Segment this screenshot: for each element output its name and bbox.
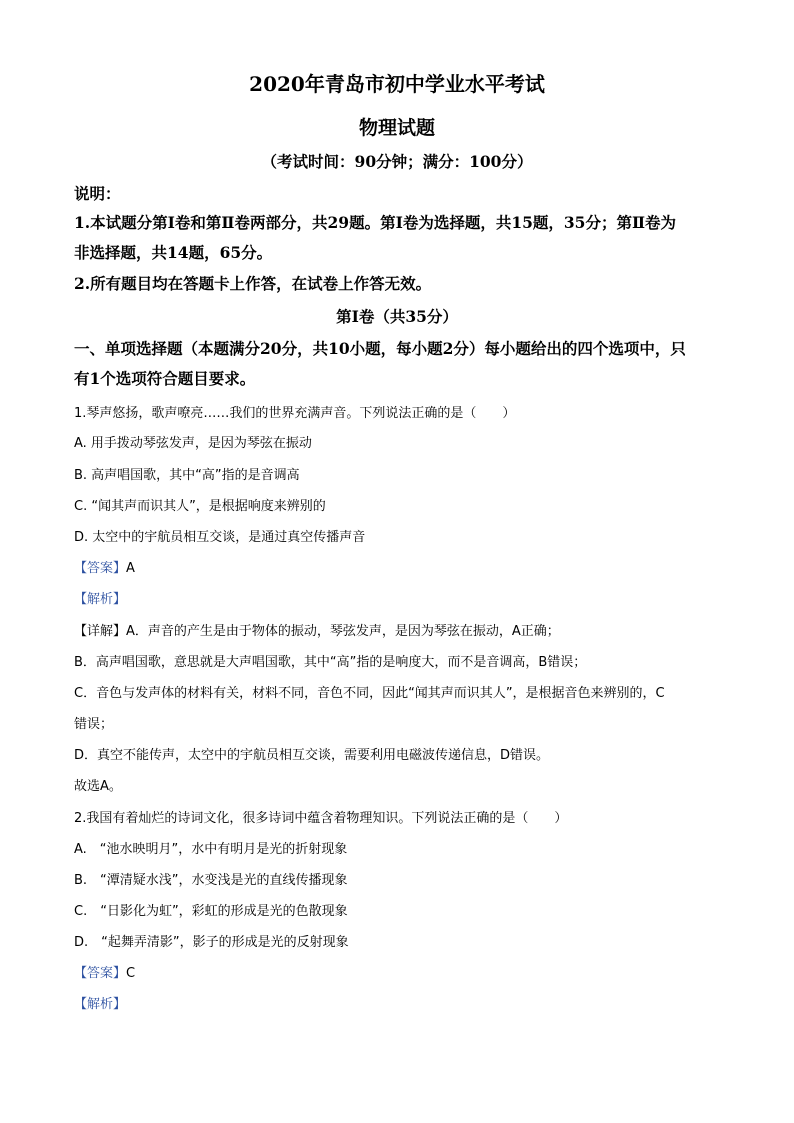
q2-answer-value: C	[126, 966, 136, 981]
section-heading-line-2: 有1个选项符合题目要求。	[74, 369, 256, 388]
subject-title: 物理试题	[358, 117, 435, 139]
q2-option-b: B. “潭清疑水浅”，水变浅是光的直线传播现象	[74, 873, 348, 888]
notes-item-2: 2.所有题目均在答题卡上作答，在试卷上作答无效。	[74, 274, 432, 293]
q2-option-c: C. “日影化为虹”，彩虹的形成是光的色散现象	[74, 904, 348, 919]
q1-detail-line-4: 错误；	[74, 717, 114, 732]
q1-detail-tag: 【详解】	[74, 624, 127, 639]
q1-option-c: C. “闻其声而识其人”，是根据响度来辨别的	[74, 499, 326, 514]
q1-analysis-tag: 【解析】	[74, 592, 127, 607]
q1-stem: 1.琴声悠扬，歌声嘹亮……我们的世界充满声音。下列说法正确的是（ ）	[74, 406, 516, 421]
q1-detail-line-1	[74, 620, 560, 639]
q1-option-a: A. 用手拨动琴弦发声，是因为琴弦在振动	[74, 436, 312, 451]
q2-analysis-tag: 【解析】	[74, 997, 127, 1012]
q1-answer	[74, 557, 135, 576]
q1-detail-line-5: D．真空不能传声，太空中的宇航员相互交谈，需要利用电磁波传递信息，D错误。	[74, 748, 550, 763]
q1-detail-text-1: A．声音的产生是由于物体的振动，琴弦发声，是因为琴弦在振动，A正确；	[126, 624, 560, 639]
q2-stem: 2.我国有着灿烂的诗词文化，很多诗词中蕴含着物理知识。下列说法正确的是（ ）	[74, 811, 568, 826]
section-heading-line-1: 一、单项选择题（本题满分20分，共10小题，每小题2分）每小题给出的四个选项中，只	[74, 339, 686, 358]
notes-item-1-line-2: 非选择题，共14题，65分。	[74, 243, 273, 262]
q1-detail-line-2: B．高声唱国歌，意思就是大声唱国歌，其中“高”指的是响度大，而不是音调高，B错误；	[74, 655, 587, 670]
q2-option-a: A. “池水映明月”，水中有明月是光的折射现象	[74, 842, 348, 857]
exam-info: （考试时间：90分钟；满分：100分）	[261, 152, 533, 171]
notes-heading: 说明：	[74, 184, 121, 203]
q2-answer-tag: 【答案】	[74, 966, 127, 981]
notes-item-1-line-1: 1.本试题分第Ⅰ卷和第Ⅱ卷两部分，共29题。第Ⅰ卷为选择题，共15题，35分；第Ⅱ卷为	[74, 213, 677, 232]
q1-answer-value: A	[126, 561, 135, 576]
q2-option-d: D. “起舞弄清影”，影子的形成是光的反射现象	[74, 935, 349, 950]
q2-answer	[74, 962, 135, 981]
part1-heading: 第Ⅰ卷（共35分）	[336, 307, 458, 326]
q1-detail-line-3: C．音色与发声体的材料有关，材料不同，音色不同，因此“闻其声而识其人”，是根据音色来辨别的，C	[74, 686, 665, 701]
q1-answer-tag: 【答案】	[74, 561, 127, 576]
q1-detail-line-6: 故选A。	[74, 779, 122, 794]
q1-option-d: D. 太空中的宇航员相互交谈，是通过真空传播声音	[74, 530, 366, 545]
exam-title: 2020年青岛市初中学业水平考试	[249, 72, 545, 96]
q1-option-b: B. 高声唱国歌，其中“高”指的是音调高	[74, 468, 300, 483]
